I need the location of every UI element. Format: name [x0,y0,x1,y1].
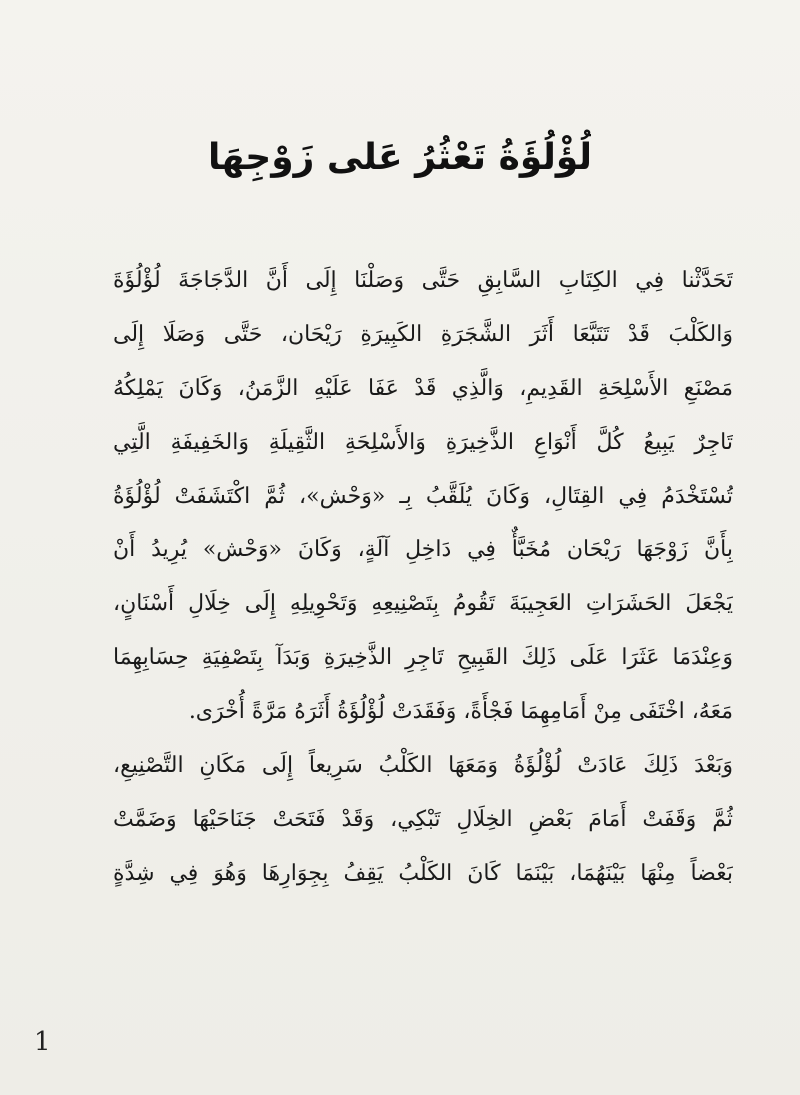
text-line: يَجْعَلَ الحَشَرَاتِ العَجِيبَةَ تَقُومُ بِتَصْنِيعِهِ وَتَحْوِيلِهِ إِلَى خِلَالِ أَسْنَانٍ، [113,591,733,617]
text-line: وَعِنْدَمَا عَثَرَا عَلَى ذَلِكَ القَبِيحِ تَاجِرِ الذَّخِيرَةِ وَبَدَآ بِتَصْفِيَةِ حِسَابِهِمَا [113,645,733,671]
text-line: تَحَدَّثْنا فِي الكِتَابِ السَّابِقِ حَتَّى وَصَلْنَا إِلَى أَنَّ الدَّجَاجَةَ لُؤْلُؤَةَ [113,268,733,293]
text-line: تَاجِرٌ يَبِيعُ كُلَّ أَنْوَاعِ الذَّخِيرَةِ وَالأَسْلِحَةِ الثَّقِيلَةِ وَالخَفِيفَةِ الَّتِي [113,429,733,455]
text-line: وَالكَلْبَ قَدْ تَتَبَّعَا أَثَرَ الشَّجَرَةِ الكَبِيرَةِ رَيْحَان، حَتَّى وَصَلَا إِلَى [113,321,733,347]
story-paragraph [113,254,733,901]
text-line: تُسْتَخْدَمُ فِي القِتَالِ، وَكَانَ يُلَقَّبُ بِـ «وَحْش»، ثُمَّ اكْتَشَفَتْ لُؤْلُؤَةُ [113,483,733,509]
text-line: ثُمَّ وَقَفَتْ أَمَامَ بَعْضِ الخِلَالِ تَبْكِي، وَقَدْ فَتَحَتْ جَنَاحَيْهَا وَضَمَّتْ [113,806,733,832]
text-line: بِأَنَّ زَوْجَهَا رَيْحَان مُخَبَّأٌ فِي دَاخِلِ آلَةٍ، وَكَانَ «وَحْش» يُرِيدُ أَنْ [113,537,733,563]
text-line: بَعْضاً مِنْهَا بَيْنَهُمَا، بَيْنَمَا كَانَ الكَلْبُ يَقِفُ بِجِوَارِهَا وَهُوَ فِي شِدَّةٍ [113,860,733,886]
text-line: مَصْنَعِ الأَسْلِحَةِ القَدِيمِ، وَالَّذِي قَدْ عَفَا عَلَيْهِ الزَّمَنُ، وَكَانَ يَمْلِكُهُ [113,375,733,401]
text-line: وَبَعْدَ ذَلِكَ عَادَتْ لُؤْلُؤَةُ وَمَعَهَا الكَلْبُ سَرِيعاً إِلَى مَكَانِ التَّصْنِيعِ، [113,753,733,779]
text-line: مَعَهُ، اخْتَفَى مِنْ أَمَامِهِمَا فَجْأَةً، وَفَقَدَتْ لُؤْلُؤَةُ أَثَرَهُ مَرَّةً أُخْرَى. [188,699,733,725]
chapter-title: لُؤْلُؤَةُ تَعْثُرُ عَلى زَوْجِهَا [208,137,592,178]
page-number: 1 [34,1027,51,1057]
